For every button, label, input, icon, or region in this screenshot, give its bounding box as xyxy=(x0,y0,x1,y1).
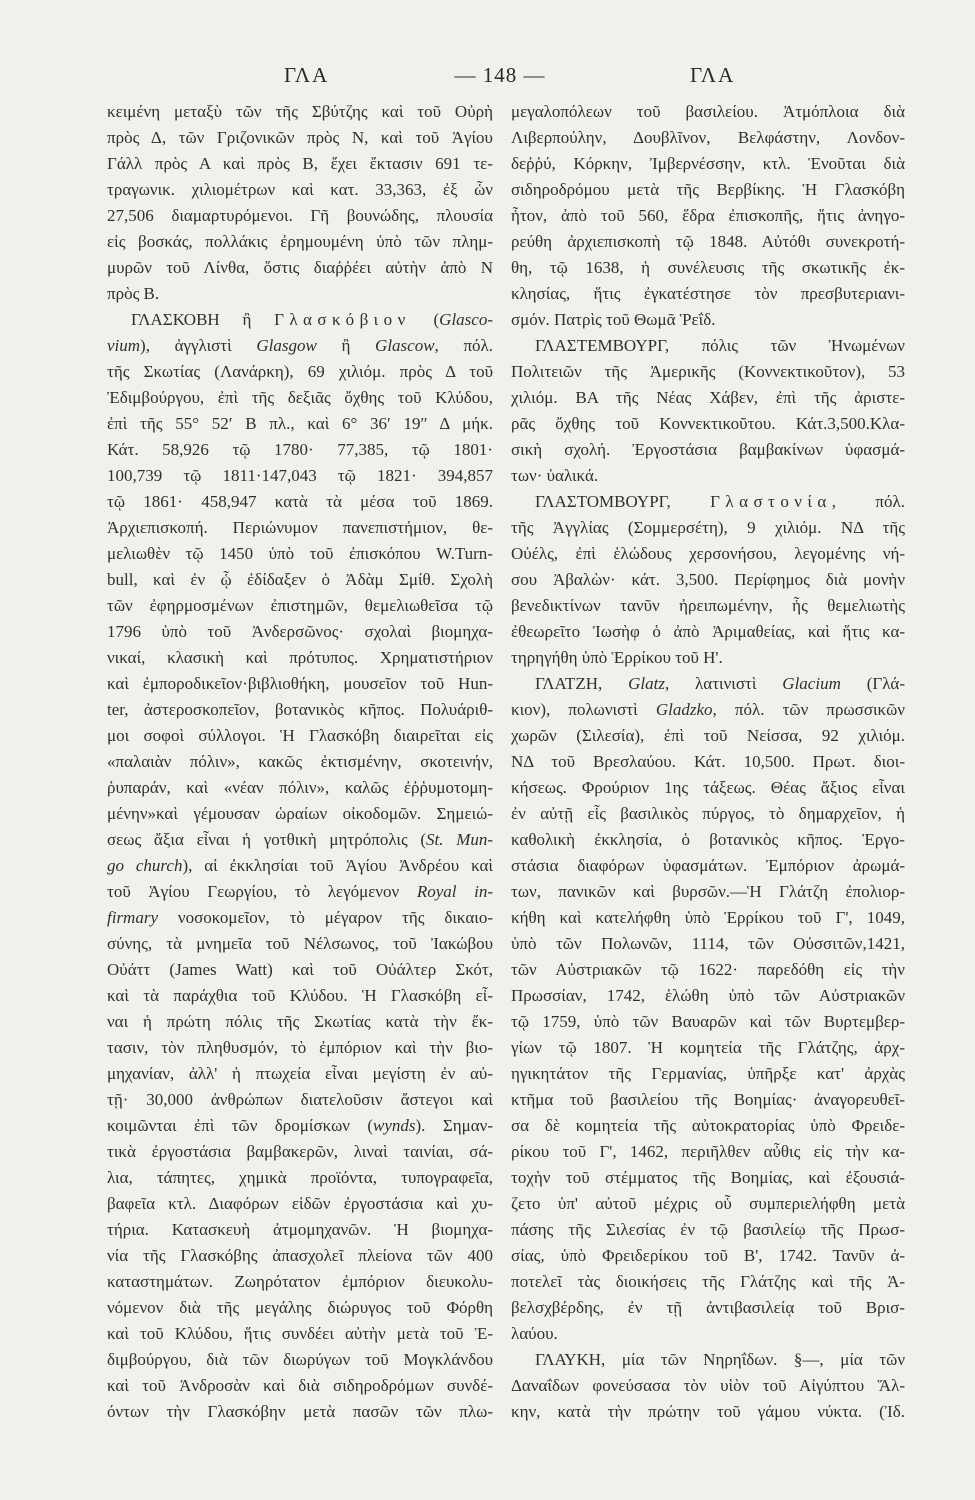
line-text: βελσχβέρδης, ἐν τῇ ἀντιβασιλείᾳ τοῦ Βρισ- xyxy=(511,1298,905,1317)
entry-first-line xyxy=(511,1347,905,1373)
line-text: ὑπὸ τῶν Πολωνῶν, 1114, τῶν Οὐσσιτῶν,1421, xyxy=(511,934,905,953)
line-text: κλησίας, ἥτις ἐγκατέστησε τὸν πρεσβυτεριανι- xyxy=(511,284,905,303)
text-line xyxy=(511,593,905,619)
line-text: καὶ ἐμποροδικεῖον·βιβλιοθήκη, μουσεῖον τοῦ Hun- xyxy=(107,674,493,693)
line-text: σου Ἀβαλὼν· κάτ. 3,500. Περίφημος διὰ μονὴν xyxy=(511,570,905,589)
line-text: τικὰ ἐργοστάσια βαμβακερῶν, λιναὶ ταινίαι, σά- xyxy=(107,1142,493,1161)
text-line xyxy=(107,827,493,853)
line-text: Ἐδιμβούργου, ἐπὶ τῆς δεξιᾶς ὄχθης τοῦ Κλύδου, xyxy=(107,388,493,407)
line-text xyxy=(107,1113,493,1139)
text-line xyxy=(107,99,493,125)
text-line xyxy=(107,489,493,515)
text-line xyxy=(107,1139,493,1165)
line-text: πρὸς Β. xyxy=(107,284,160,303)
text-segment: , πόλ. xyxy=(831,492,905,511)
text-line xyxy=(107,281,493,307)
text-line xyxy=(511,411,905,437)
line-text: διμβούργου, διὰ τῶν διωρύγων τοῦ Μογκλάνδου xyxy=(107,1350,493,1369)
text-line xyxy=(107,333,493,359)
text-line xyxy=(107,255,493,281)
line-text: ῥυπαράν, καὶ «νέαν πόλιν», καλῶς ἐῤῥυμοτομη- xyxy=(107,778,493,797)
line-text: στάσια διαφόρων ὑφασμάτων. Ἐμπόριον ἀρωμά- xyxy=(511,856,905,875)
line-text xyxy=(107,905,493,931)
line-text: ΓΛΑΥΚΗ, μία τῶν Νηρηΐδων. §—, μία τῶν xyxy=(535,1350,905,1369)
text-segment: , λατινιστὶ xyxy=(664,674,783,693)
italic-segment: Glatz xyxy=(628,674,665,693)
text-line xyxy=(107,801,493,827)
entry-first-line xyxy=(511,671,905,697)
text-line xyxy=(107,1009,493,1035)
line-text: κην, κατὰ τὴν πρώτην τοῦ γάμου νύκτα. (Ἰδ. xyxy=(511,1402,905,1421)
text-segment: νοσοκομεῖον, τὸ μέγαρον τῆς δικαιο- xyxy=(158,908,493,927)
text-line xyxy=(107,853,493,879)
italic-segment: Glasgow xyxy=(256,336,317,355)
text-line xyxy=(107,983,493,1009)
line-text: ἐπὶ τῆς 55° 52′ Β πλ., καὶ 6° 36′ 19″ Δ μήκ. xyxy=(107,414,493,433)
line-text: 100,739 τῷ 1811·147,043 τῷ 1821· 394,857 xyxy=(107,466,493,485)
page-number: — 148 — xyxy=(454,63,546,87)
text-line xyxy=(511,775,905,801)
text-line xyxy=(107,749,493,775)
line-text: Δαναΐδων φονεύσασα τὸν υἱὸν τοῦ Αἰγύπτου Ἅλ- xyxy=(511,1376,905,1395)
line-text: «παλαιὰν πόλιν», κακῶς ἐκτισμένην, σκοτεινήν, xyxy=(107,752,493,771)
text-line xyxy=(107,1217,493,1243)
italic-segment: firmary xyxy=(107,908,158,927)
line-text: καὶ τοῦ Κλύδου, ἥτις συνδέει αὐτὴν μετὰ τοῦ Ἐ- xyxy=(107,1324,493,1343)
line-text: σμόν. Πατρὶς τοῦ Θωμᾶ Ῥεΐδ. xyxy=(511,310,716,329)
text-line xyxy=(511,541,905,567)
line-text: καθολικὴ ἐκκλησία, ὁ βοτανικὸς κῆπος. Ἐργο- xyxy=(511,830,905,849)
text-line xyxy=(107,1321,493,1347)
text-line xyxy=(511,749,905,775)
text-line xyxy=(107,1061,493,1087)
italic-segment: Glacium xyxy=(782,674,841,693)
italic-segment: Gladzko xyxy=(655,700,713,719)
text-segment: τοῦ Ἁγίου Γεωργίου, τὸ λεγόμενον xyxy=(107,882,417,901)
line-text: τῶν ἐφηρμοσμένων ἐπιστημῶν, θεμελιωθεῖσα τῷ xyxy=(107,596,493,615)
text-line xyxy=(511,99,905,125)
text-line xyxy=(511,255,905,281)
text-line xyxy=(511,931,905,957)
line-text: ἐθεωρεῖτο Ἰωσὴφ ὁ ἀπὸ Ἀριμαθείας, καὶ ἥτις κα- xyxy=(511,622,905,641)
line-text: γίων τῷ 1807. Ἡ κομητεία τῆς Γλάτζης, ἀρχ- xyxy=(511,1038,905,1057)
text-line xyxy=(107,1113,493,1139)
line-text: ἦτον, ἀπὸ τοῦ 560, ἕδρα ἐπισκοπῆς, ἥτις ἀνηγο- xyxy=(511,206,905,225)
italic-segment: St. Mun- xyxy=(426,830,493,849)
text-line xyxy=(107,879,493,905)
text-line xyxy=(511,1321,905,1347)
line-text: λαύου. xyxy=(511,1324,558,1343)
line-text: τῆς Ἀγγλίας (Σομμερσέτη), 9 χιλιόμ. ΝΔ τῆς xyxy=(511,518,905,537)
entry-first-line xyxy=(511,333,905,359)
text-line xyxy=(107,125,493,151)
line-text: πάσης τῆς Σιλεσίας ἐν τῷ βασιλείῳ τῆς Πρωσ- xyxy=(511,1220,905,1239)
line-text: τῷ 1759, ὑπὸ τῶν Βαυαρῶν καὶ τῶν Βυρτεμβερ- xyxy=(511,1012,905,1031)
line-text: των· ὑαλικά. xyxy=(511,466,599,485)
italic-segment: wynds xyxy=(373,1116,416,1135)
text-line xyxy=(107,1165,493,1191)
text-line xyxy=(511,1165,905,1191)
line-text xyxy=(535,489,905,515)
text-segment: κιον), πολωνιστὶ xyxy=(511,700,656,719)
italic-segment: Glascow xyxy=(375,336,435,355)
line-text: Πολιτειῶν τῆς Ἀμερικῆς (Κοννεκτικοῦτον), 53 xyxy=(511,362,905,381)
line-text: μηχανίαν, ἀλλ' ἡ πτωχεία εἶναι μεγίστη ἐν αὐ- xyxy=(107,1064,493,1083)
line-text: τραγωνικ. χιλιομέτρων καὶ κατ. 33,363, ἐξ ὧν xyxy=(107,180,493,199)
text-line xyxy=(511,229,905,255)
line-text: νικαί, κλασικὴ καὶ πρότυπος. Χρηματιστήριον xyxy=(107,648,493,667)
line-text: ναι ἡ πρώτη πόλις τῆς Σκωτίας κατὰ τὴν ἔκ- xyxy=(107,1012,493,1031)
line-text: τήρια. Κατασκευὴ ἀτμομηχανῶν. Ἡ βιομηχα- xyxy=(107,1220,493,1239)
text-segment: ( xyxy=(410,310,440,329)
text-line xyxy=(511,619,905,645)
line-text: λια, τάπητες, χημικὰ προϊόντα, τυπογραφεῖα, xyxy=(107,1168,493,1187)
text-segment: , πόλ. xyxy=(434,336,493,355)
text-line xyxy=(107,905,493,931)
text-line xyxy=(511,1269,905,1295)
line-text: μοι σοφοὶ σύλλογοι. Ἡ Γλασκόβη διαιρεῖται εἰς xyxy=(107,726,493,745)
line-text: καταστημάτων. Ζωηρότατον ἐμπόριον διευκολυ- xyxy=(107,1272,493,1291)
text-line xyxy=(107,1191,493,1217)
text-line xyxy=(107,1035,493,1061)
line-text: νόμενον διὰ τῆς μεγάλης διώρυγος τοῦ Φόρθη xyxy=(107,1298,493,1317)
text-line xyxy=(511,125,905,151)
line-text: ποτελεῖ τὰς διοικήσεις τῆς Γλάτζης καὶ τῆς Ἀ- xyxy=(511,1272,905,1291)
text-line xyxy=(107,645,493,671)
text-segment: σεως ἄξια εἶναι ἡ γοτθικὴ μητρόπολις ( xyxy=(107,830,427,849)
italic-segment: go church xyxy=(107,856,183,875)
text-line xyxy=(511,905,905,931)
text-line xyxy=(107,957,493,983)
text-line xyxy=(107,385,493,411)
text-line xyxy=(511,1191,905,1217)
text-segment: κοιμῶνται ἐπὶ τῶν δρομίσκων ( xyxy=(107,1116,374,1135)
right-column xyxy=(511,99,905,1425)
text-segment: (Γλά- xyxy=(840,674,905,693)
text-line xyxy=(511,1087,905,1113)
text-line xyxy=(511,801,905,827)
text-line xyxy=(107,593,493,619)
line-text: σίας, ὑπὸ Φρειδερίκου τοῦ Β', 1742. Τανῦν ἀ- xyxy=(511,1246,905,1265)
text-line xyxy=(107,567,493,593)
line-text xyxy=(107,879,493,905)
text-line xyxy=(511,437,905,463)
line-text: δεῤῥύ, Κόρκην, Ἰμβερνέσσην, κτλ. Ἑνοῦται διὰ xyxy=(511,154,905,173)
line-text: τοχὴν τοῦ στέμματος τῆς Βοημίας, καὶ ἐξουσιά- xyxy=(511,1168,905,1187)
text-line xyxy=(107,229,493,255)
line-text xyxy=(107,333,493,359)
line-text xyxy=(107,853,493,879)
line-text xyxy=(131,307,493,333)
line-text: εἰς βοσκάς, πολλάκις ἐρημουμένη ὑπὸ τῶν πλημ- xyxy=(107,232,493,251)
text-line xyxy=(511,567,905,593)
text-line xyxy=(511,1373,905,1399)
line-text: ἐν αὐτῇ εἷς βασιλικὸς πύργος, τὸ δημαρχεῖον, ἡ xyxy=(511,804,905,823)
entry-first-line xyxy=(511,489,905,515)
text-line xyxy=(511,1243,905,1269)
spaced-segment: Γλαστονία xyxy=(710,492,832,511)
text-line xyxy=(511,151,905,177)
line-text: θη, τῷ 1638, ἡ συνέλευσις τῆς σκωτικῆς ἐκ- xyxy=(511,258,905,277)
line-text: 27,506 διαμαρτυρόμενοι. Γῆ βουνώδης, πλουσία xyxy=(107,206,493,225)
line-text: καὶ τοῦ Ἀνδροσὰν καὶ διὰ σιδηροδρόμων συνδέ- xyxy=(107,1376,493,1395)
line-text: νία τῆς Γλασκόβης ἀπασχολεῖ πλείονα τῶν 400 xyxy=(107,1246,493,1265)
italic-segment: Royal in- xyxy=(416,882,493,901)
line-text: Πρωσσίαν, 1742, ἑλώθη ὑπὸ τῶν Αὐστριακῶν xyxy=(511,986,905,1005)
line-text: ΓΛΑΣΤΕΜΒΟΥΡΓ, πόλις τῶν Ἡνωμένων xyxy=(535,336,905,355)
running-head-left: ΓΛΑ xyxy=(284,63,330,87)
line-text: Οὐάττ (James Watt) καὶ τοῦ Οὐάλτερ Σκότ, xyxy=(107,960,493,979)
text-line xyxy=(511,203,905,229)
line-text: κειμένη μεταξὺ τῶν τῆς Σβύτζης καὶ τοῦ Οὐρὴ xyxy=(107,102,493,121)
line-text: μυρῶν τοῦ Λίνθα, ὅστις διαῤῥέει αὐτὴν ἀπὸ Ν xyxy=(107,258,493,277)
line-text: ρᾶς ὄχθης τοῦ Κοννεκτικοῦτου. Κάτ.3,500.Κλα- xyxy=(511,414,905,433)
text-line xyxy=(107,203,493,229)
text-line xyxy=(511,463,905,489)
line-text xyxy=(535,671,905,697)
text-segment: ΓΛΑΤΖΗ, xyxy=(535,674,629,693)
line-text: τῆς Σκωτίας (Λανάρκη), 69 χιλιόμ. πρὸς Δ τοῦ xyxy=(107,362,493,381)
text-line xyxy=(511,879,905,905)
line-text: σα δὲ κομητεία τῆς αὐτοκρατορίας ὑπὸ Φρειδε- xyxy=(511,1116,905,1135)
text-line xyxy=(511,1009,905,1035)
text-line xyxy=(511,1139,905,1165)
text-line xyxy=(107,1399,493,1425)
text-line xyxy=(511,1295,905,1321)
entry-first-line xyxy=(107,307,493,333)
text-line xyxy=(107,931,493,957)
text-line xyxy=(511,853,905,879)
text-line xyxy=(107,619,493,645)
text-line xyxy=(511,1035,905,1061)
text-line xyxy=(511,723,905,749)
line-text: Ἀρχιεπισκοπή. Περιώνυμον πανεπιστήμιον, θε- xyxy=(107,518,493,537)
text-line xyxy=(511,1061,905,1087)
line-text: μένην»καὶ γέμουσαν ὡραίων οἰκοδομῶν. Σημειώ- xyxy=(107,804,493,823)
italic-segment: vium xyxy=(107,336,141,355)
line-text: καὶ τὰ παράχθια τοῦ Κλύδου. Ἡ Γλασκόβη εἶ- xyxy=(107,986,493,1005)
text-line xyxy=(107,1087,493,1113)
text-line xyxy=(107,359,493,385)
text-line xyxy=(107,1373,493,1399)
text-line xyxy=(511,281,905,307)
line-text: σικὴ σχολή. Ἐργοστάσια βαμβακίνων ὑφασμά- xyxy=(511,440,905,459)
line-text: τῶν Αὐστριακῶν τῷ 1622· παρεδόθη εἰς τὴν xyxy=(511,960,905,979)
line-text: κήσεως. Φρούριον 1ης τάξεως. Θέας ἄξιος εἶναι xyxy=(511,778,905,797)
line-text: μεγαλοπόλεων τοῦ βασιλείου. Ἀτμόπλοια διὰ xyxy=(511,102,905,121)
running-head-right: ΓΛΑ xyxy=(690,63,736,87)
line-text: ρεύθη ἀρχιεπισκοπὴ τῷ 1848. Αὐτόθι συνεκροτή- xyxy=(511,232,905,251)
line-text xyxy=(107,827,493,853)
text-line xyxy=(107,1347,493,1373)
line-text: τασιν, τὸν πληθυσμόν, τὸ ἐμπόριον καὶ τὴν βιο- xyxy=(107,1038,493,1057)
italic-segment: Glasco- xyxy=(439,310,493,329)
text-line xyxy=(511,1399,905,1425)
spaced-segment: Γλασκόβιον xyxy=(274,310,411,329)
text-line xyxy=(107,515,493,541)
text-line xyxy=(107,437,493,463)
line-text: όντων τὴν Γλασκόβην μετὰ πασῶν τῶν πλω- xyxy=(107,1402,493,1421)
text-segment: ἢ xyxy=(316,336,376,355)
line-text: σιδηροδρόμου μετὰ τῆς Βερβίκης. Ἡ Γλασκόβη xyxy=(511,180,905,199)
text-line xyxy=(107,411,493,437)
text-line xyxy=(511,827,905,853)
line-text: χιλιόμ. ΒΑ τῆς Νέας Χάβεν, ἐπὶ τῆς ἀριστε- xyxy=(511,388,905,407)
line-text: Λιβερπούλην, Δουβλῖνον, Βελφάστην, Λονδον- xyxy=(511,128,905,147)
text-line xyxy=(107,723,493,749)
line-text: τῇ· 30,000 ἀνθρώπων διατελοῦσιν ἄστεγοι καὶ xyxy=(107,1090,493,1109)
text-line xyxy=(511,515,905,541)
line-text: κτῆμα τοῦ βασιλείου τῆς Βοημίας· ἀναγορευθεῖ- xyxy=(511,1090,905,1109)
text-line xyxy=(511,957,905,983)
text-line xyxy=(107,671,493,697)
text-line xyxy=(511,697,905,723)
line-text: των, πανικῶν καὶ βυρσῶν.—Ἡ Γλάτζη ἐπολιορ- xyxy=(511,882,905,901)
text-line xyxy=(107,775,493,801)
line-text xyxy=(511,697,905,723)
line-text: ter, ἀστεροσκοπεῖον, βοτανικὸς κῆπος. Πολυάριθ- xyxy=(107,700,493,719)
line-text: σύνης, τὰ μνημεῖα τοῦ Νέλσωνος, τοῦ Ἰακώβου xyxy=(107,934,493,953)
text-line xyxy=(107,697,493,723)
line-text: bull, καὶ ἐν ᾧ ἐδίδαξεν ὁ Ἀδὰμ Σμίθ. Σχολὴ xyxy=(107,570,493,589)
text-line xyxy=(107,1269,493,1295)
text-line xyxy=(511,177,905,203)
text-line xyxy=(511,359,905,385)
left-column xyxy=(107,99,493,1425)
line-text: Οὐέλς, ἐπὶ ἑλώδους χερσονήσου, λεγομένης νή- xyxy=(511,544,905,563)
text-line xyxy=(107,541,493,567)
text-line xyxy=(107,1243,493,1269)
line-text: τηρηγήθη ὑπὸ Ἑρρίκου τοῦ Η'. xyxy=(511,648,723,667)
line-text: μελιωθὲν τῷ 1450 ὑπὸ τοῦ ἐπισκόπου W.Turn- xyxy=(107,544,493,563)
line-text: ΝΔ τοῦ Βρεσλαύου. Κάτ. 10,500. Πρωτ. διοι- xyxy=(511,752,905,771)
text-line xyxy=(511,307,905,333)
line-text: ρίκου τοῦ Γ', 1462, περιῆλθεν αὖθις εἰς τὴν κα- xyxy=(511,1142,905,1161)
text-line xyxy=(511,385,905,411)
text-line xyxy=(107,463,493,489)
line-text: ηγικητάτον τῆς Γερμανίας, ὑπῆρξε κατ' ἀρχὰς xyxy=(511,1064,905,1083)
line-text: κήθη καὶ κατελήφθη ὑπὸ Ἑρρίκου τοῦ Γ', 1049, xyxy=(511,908,905,927)
text-line xyxy=(107,177,493,203)
line-text: βενεδικτίνων τανῦν ἠρειπωμένην, ἧς θεμελιωτὴς xyxy=(511,596,905,615)
line-text: ζετο ὑπ' αὐτοῦ μέχρις οὗ συμπεριελήφθη μετὰ xyxy=(511,1194,905,1213)
text-line xyxy=(511,645,905,671)
text-segment: ), αἱ ἐκκλησίαι τοῦ Ἁγίου Ἀνδρέου καὶ xyxy=(182,856,493,875)
line-text: Γάλλ πρὸς Α καὶ πρὸς Β, ἔχει ἔκτασιν 691 τε- xyxy=(107,154,493,173)
text-line xyxy=(107,1295,493,1321)
text-segment: ΓΛΑΣΤΟΜΒΟΥΡΓ, xyxy=(535,492,711,511)
line-text: Κάτ. 58,926 τῷ 1780· 77,385, τῷ 1801· xyxy=(107,440,493,459)
text-segment: , πόλ. τῶν πρωσσικῶν xyxy=(712,700,905,719)
text-line xyxy=(511,983,905,1009)
text-segment: ). Σημαν- xyxy=(415,1116,493,1135)
line-text: χωρῶν (Σιλεσία), ἐπὶ τοῦ Νείσσα, 92 χιλιόμ. xyxy=(511,726,905,745)
text-line xyxy=(511,1113,905,1139)
text-segment: ΓΛΑΣΚΟΒΗ ἢ xyxy=(131,310,275,329)
line-text: πρὸς Δ, τῶν Γριζονικῶν πρὸς Ν, καὶ τοῦ Ἁγίου xyxy=(107,128,493,147)
text-segment: ), ἀγγλιστὶ xyxy=(140,336,257,355)
text-line xyxy=(107,151,493,177)
line-text: τῷ 1861· 458,947 κατὰ τὰ μέσα τοῦ 1869. xyxy=(107,492,493,511)
text-line xyxy=(511,1217,905,1243)
line-text: βαφεῖα κτλ. Διαφόρων εἰδῶν ἐργοστάσια καὶ χυ- xyxy=(107,1194,493,1213)
line-text: 1796 ὑπὸ τοῦ Ἀνδερσῶνος· σχολαὶ βιομηχα- xyxy=(107,622,493,641)
